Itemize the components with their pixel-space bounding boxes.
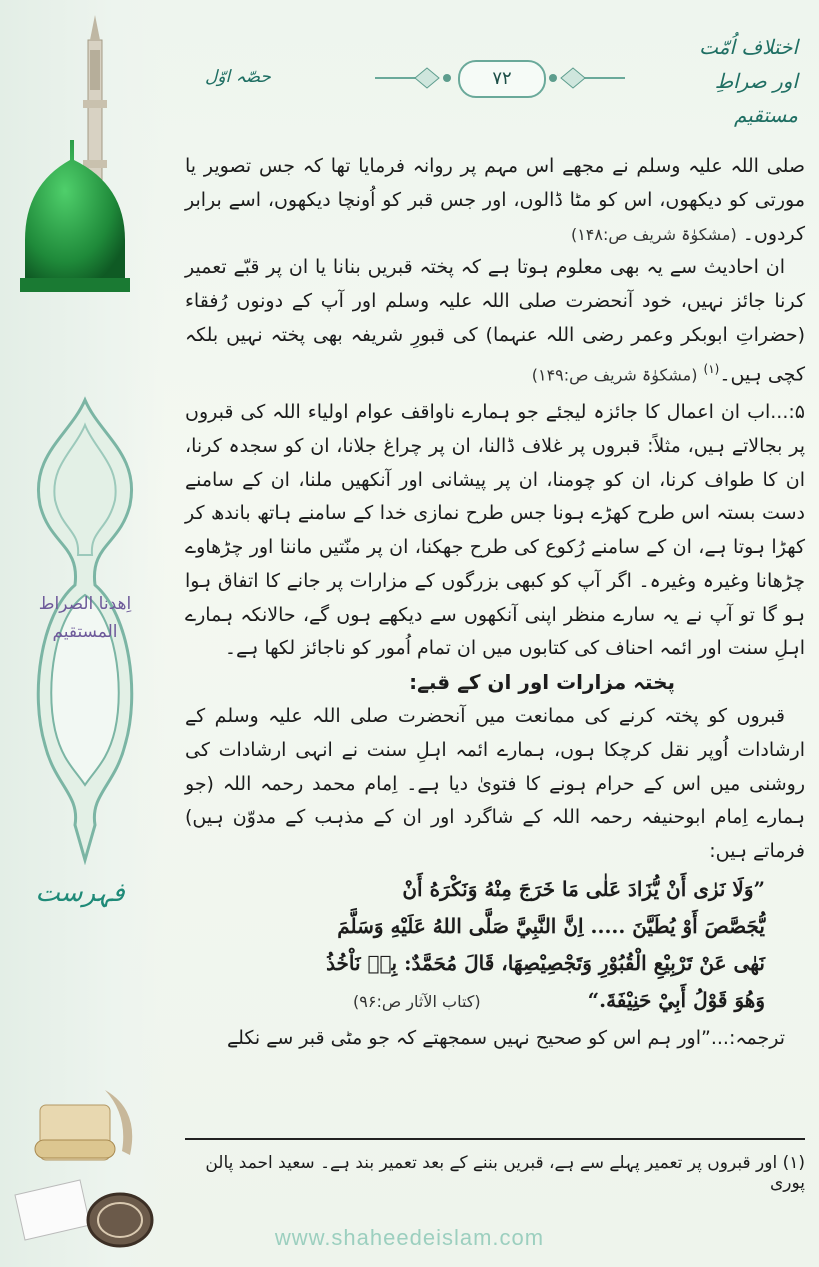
page-header: [170, 30, 810, 130]
footnote-marker[interactable]: (۱): [703, 361, 720, 376]
paragraph-text: صلی اللہ علیہ وسلم نے مجھے اس مہم پر روانہ فرمایا تھا کہ جس تصویر یا مورتی کو دیکھوں، اس کو مٹا ڈالوں، اور جس قبر کو اُونچا دیکھوں، اسے برابر کردوں۔: [185, 155, 805, 245]
sidebar: [0, 0, 165, 1267]
contents-link[interactable]: فہرست: [35, 878, 125, 908]
ornament-left-icon: [375, 66, 455, 90]
reference: (مشکوٰۃ شریف ص:۱۴۸): [570, 224, 737, 244]
paragraph: [185, 700, 805, 869]
paragraph-text: قبروں کو پختہ کرنے کی ممانعت میں آنحضرت صلی اللہ علیہ وسلم کے ارشادات اُوپر نقل کرچکا ہوں، ہمارے ائمہ اہلِ سنت نے انہی ارشادات کی روشنی میں اس کے حرام ہونے کا فتویٰ دیا ہے۔ اِمام محمد رحمہ اللہ (جو ہمارے اِمام ابوحنیفہ رحمہ اللہ کے شاگرد اور ان کے مذہب کے مدوّن ہیں) فرماتے ہیں:: [185, 705, 805, 863]
reference: (کتاب الآثار ص:۹۶): [353, 992, 481, 1012]
book-title: [678, 30, 798, 132]
book-title-line1: اختلاف اُمّت: [699, 35, 798, 59]
arabic-line: يُّجَصَّصَ أَوْ يُطَيَّنَ ..... اِنَّ النَّبِيَّ صَلَّى اللهُ عَلَيْهِ وَسَلَّمَ: [337, 914, 765, 939]
paragraph: [185, 150, 805, 251]
translation: ترجمہ:...”اور ہم اس کو صحیح نہیں سمجھتے کہ جو مٹی قبر سے نکلے: [226, 1027, 785, 1050]
paragraph-text: ۵:...اب ان اعمال کا جائزہ لیجئے جو ہمارے ناواقف عوام اولیاء اللہ کی قبروں پر بجالاتے ہیں، مثلاً: قبروں پر غلاف ڈالنا، ان پر چراغ جلانا، ان کو سجدہ کرنا، ان کا طواف کرنا، ان کو چومنا، ان پر پیشانی اور آنکھیں ملنا، ان کے سامنے دست بستہ اس طرح کھڑے ہونا جس طرح نمازی خدا کے سامنے ہاتھ باندھ کر کھڑا ہوتا ہے، ان کے سامنے رُکوع کی طرح جھکنا، ان پر منّتیں ماننا اور چڑھاوے چڑھانا وغیرہ وغیرہ۔ اگر آپ کو کبھی بزرگوں کے مزارات پر جانے کا اتفاق ہوا ہو گا تو آپ نے یہ سارے منظر اپنی آنکھوں سے دیکھے ہوں گے، حالانکہ ہمارے اہلِ سنت اور ائمہ احناف کی کتابوں میں ان تمام اُمور کو ناجائز لکھا ہے۔: [185, 400, 805, 660]
arabic-line: ”وَلَا نَرٰى أَنْ يُّزَادَ عَلٰى مَا خَرَجَ مِنْهُ وَنَكْرَهُ أَنْ: [402, 877, 765, 902]
reference: (مشکوٰۃ شریف ص:۱۴۹): [531, 365, 698, 385]
ornament-right-icon: [545, 66, 625, 90]
arabic-quote: [245, 871, 765, 1020]
section-heading: پختہ مزارات اور ان کے قبے:: [409, 670, 675, 695]
arabic-line: [245, 982, 765, 1020]
main-content: [185, 150, 805, 1056]
paragraph-text: ان احادیث سے یہ بھی معلوم ہوتا ہے کہ پختہ قبریں بنانا یا ان پر قبّے تعمیر کرنا جائز نہیں، خود آنحضرت صلی اللہ علیہ وسلم اور آپ کے دونوں رُفقاء (حضراتِ ابوبکر وعمر رضی اللہ عنہما) کی قبورِ شریفہ بھی پختہ نہیں بلکہ کچی ہیں۔: [185, 256, 805, 386]
book-title-line2: اور صراطِ مستقیم: [714, 69, 798, 127]
arabic-line: نَهٰى عَنْ تَرْبِيْعِ الْقُبُوْرِ وَتَجْصِيْصِهَا، قَالَ مُحَمَّدٌ: بِهٖ نَاْخُذُ: [326, 951, 765, 976]
website-url[interactable]: www.shaheedeislam.com: [274, 1225, 545, 1250]
arabic-line-text: وَهُوَ قَوْلُ أَبِيْ حَنِيْفَةَ.“: [587, 988, 765, 1013]
footnote-divider: [185, 1138, 805, 1140]
page-number: ۷۲: [458, 60, 546, 98]
paragraph: [185, 251, 805, 392]
mosque-dome-icon: [10, 10, 160, 300]
part-label: حصّہ اوّل: [205, 67, 271, 87]
paragraph: [185, 396, 805, 666]
sidebar-emblem-text: اِھدنا الصراط المستقیم: [38, 594, 132, 642]
footnote: (۱) اور قبروں پر تعمیر پہلے سے ہے، قبریں بننے کے بعد تعمیر بند ہے۔ سعید احمد پالن پوری: [205, 1153, 805, 1193]
